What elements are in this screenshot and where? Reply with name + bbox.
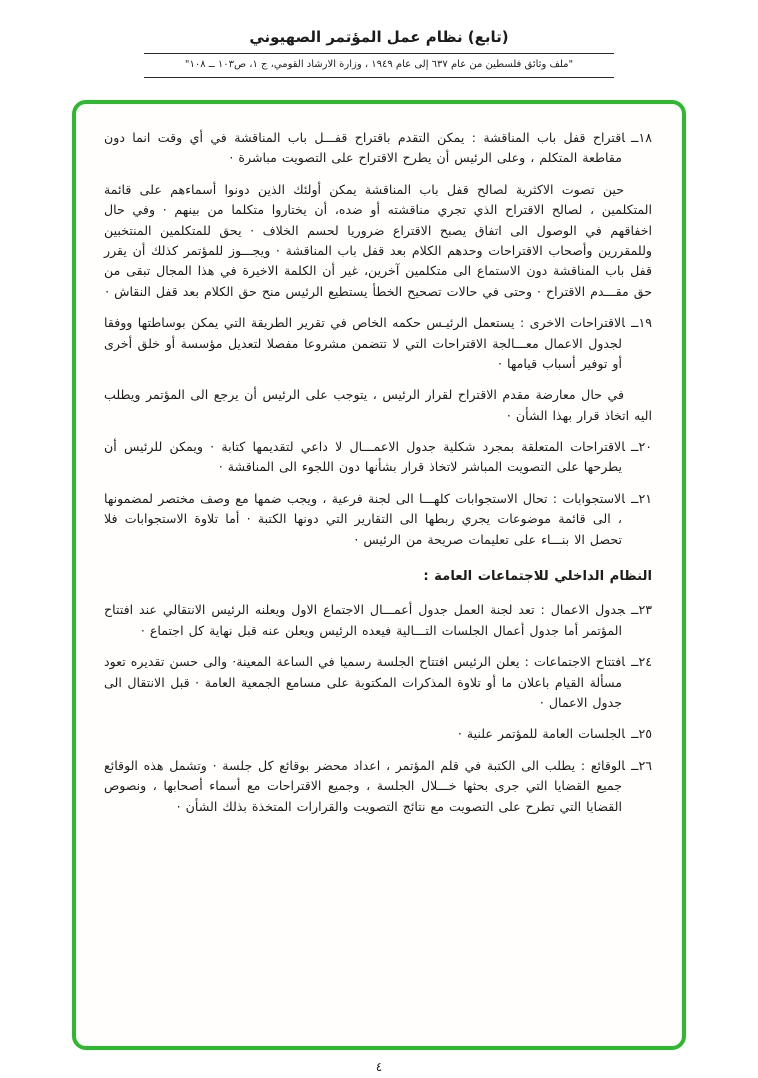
item-number: ٢٦ــ xyxy=(631,757,652,773)
block-text: الوقائع : يطلب الى الكتبة في قلم المؤتمر ، اعداد محضر بوقائع كل جلسة · وتشمل هذه الوقائع جميع القضايا التي جرى بحثها خـــلال الجلسة ، وجميع الاقتراحات مع أسماء أصحابها ، ونصوص القضايا التي تطرح على التصويت مع نتائج التصويت والقرارات المتخذة بذلك الشأن · xyxy=(104,757,626,814)
item-number: ١٩ــ xyxy=(631,315,652,331)
block-text: الاقتراحات المتعلقة بمجرد شكلية جدول الاعمـــال لا داعي لتقديمها كتابة · ويمكن للرئيس أن يطرحها على التصويت المباشر لاتخاذ قرار بشأنها دون اللجوء الى المناقشة · xyxy=(104,439,626,475)
numbered-item xyxy=(104,724,652,744)
header-rule-bottom xyxy=(144,77,614,78)
block-text: الاقتراحات الاخرى : يستعمل الرئيـس حكمه الخاص في تقرير الطريقة التي يمكن بوساطتها ووفقا لجدول الاعمال معـــالجة الاقتراحات التي لا تتضمن مشروعا مفصلا لتعديل مؤسسة أو خلق أخرى أو توفير أسباب قيامها · xyxy=(104,315,626,371)
block-text: جدول الاعمال : تعد لجنة العمل جدول أعمـــال الاجتماع الاول ويعلنه الرئيس الانتقالي عند افتتاح المؤتمر أما جدول أعمال الجلسات التـــالية فيعده الرئيس ويعلن عنه قبل نهاية كل اجتماع · xyxy=(104,602,626,638)
item-number: ٢٥ــ xyxy=(631,726,652,742)
page-title: (تابع) نظام عمل المؤتمر الصهيوني xyxy=(249,28,509,46)
numbered-item xyxy=(104,489,652,550)
block-text: الجلسات العامة للمؤتمر علنية · xyxy=(457,726,626,742)
block-text: حين تصوت الاكثرية لصالح قفل باب المناقشة يمكن أولئك الذين دونوا أسماءهم على قائمة المتكلمين ، لصالح الاقتراح الذي تجري مناقشته أو ضده، أن يختاروا متكلما من بينهم · وفي حال اخفاقهم في الوصول الى اتفاق يصبح الاقتراع ضروريا لحسم الخلاف · يحق للمتكلمين المنتخبين وللمقررين وأصحاب الاقتراحات وحدهم الكلام بعد قفل باب المناقشة · ويجـــوز للمؤتمر كذلك أن يقرر قفل باب المناقشة دون الاستماع الى متكلمين آخرين، غير أن الكلمة الاخيرة في هذا المجال تبقى من حق مقـــدم الاقتراح · وحتى في حالات تصحيح الخطأ يستطيع الرئيس منح حق الكلام بعد قفل النقاش · xyxy=(104,181,652,299)
block-text: افتتاح الاجتماعات : يعلن الرئيس افتتاح الجلسة رسميا في الساعة المعينة· والى حسن تقديره تعود مسألة القيام باعلان ما أو تلاوة المذكرات المكتوبة على مسامع الجمعية العامة · قبل الانتقال الى جدول الاعمال · xyxy=(104,654,626,710)
numbered-item xyxy=(104,128,652,169)
item-number: ٢٤ــ xyxy=(631,654,652,670)
section-heading xyxy=(104,566,652,587)
block-text: في حال معارضة مقدم الاقتراح لقرار الرئيس ، يتوجب على الرئيس أن يرجع الى المؤتمر ويطلب اليه اتخاذ قرار بهذا الشأن · xyxy=(104,387,652,423)
document-header xyxy=(0,0,758,78)
source-citation: "ملف وثائق فلسطين من عام ٦٣٧ إلى عام ١٩٤٩ ، وزارة الارشاد القومي، ج ١، ص١٠٣ ــ ١٠٨" xyxy=(184,59,574,70)
numbered-item xyxy=(104,600,652,641)
document-blocks xyxy=(104,128,652,817)
numbered-item xyxy=(104,652,652,713)
block-text: الاستجوابات : تحال الاستجوابات كلهـــا الى لجنة فرعية ، ويجب ضمها مع وصف مختصر لمضمونها ، الى قائمة موضوعات يجري ربطها الى التقارير التي دونها الكتبة · أما تلاوة الاستجوابات فلا تحصل الا بنـــاء على تعليمات صريحة من الرئيس · xyxy=(104,490,626,547)
document-paragraph xyxy=(104,385,652,426)
item-number: ٢٠ــ xyxy=(631,439,652,455)
page-number: ٤ xyxy=(375,1060,383,1074)
content-frame xyxy=(72,100,686,1050)
item-number: ٢٣ــ xyxy=(631,602,652,618)
item-number: ٢١ــ xyxy=(631,490,652,506)
header-rule-top xyxy=(144,53,614,54)
block-text: النظام الداخلي للاجتماعات العامة : xyxy=(423,569,652,585)
numbered-item xyxy=(104,313,652,374)
document-paragraph xyxy=(104,180,652,302)
numbered-item xyxy=(104,756,652,817)
numbered-item xyxy=(104,437,652,478)
item-number: ١٨ــ xyxy=(631,130,652,145)
block-text: اقتراح قفل باب المناقشة : يمكن التقدم باقتراح قفـــل باب المناقشة في أي وقت انما دون مقاطعة المتكلم ، وعلى الرئيس أن يطرح الاقتراح على التصويت مباشرة · xyxy=(104,130,626,166)
